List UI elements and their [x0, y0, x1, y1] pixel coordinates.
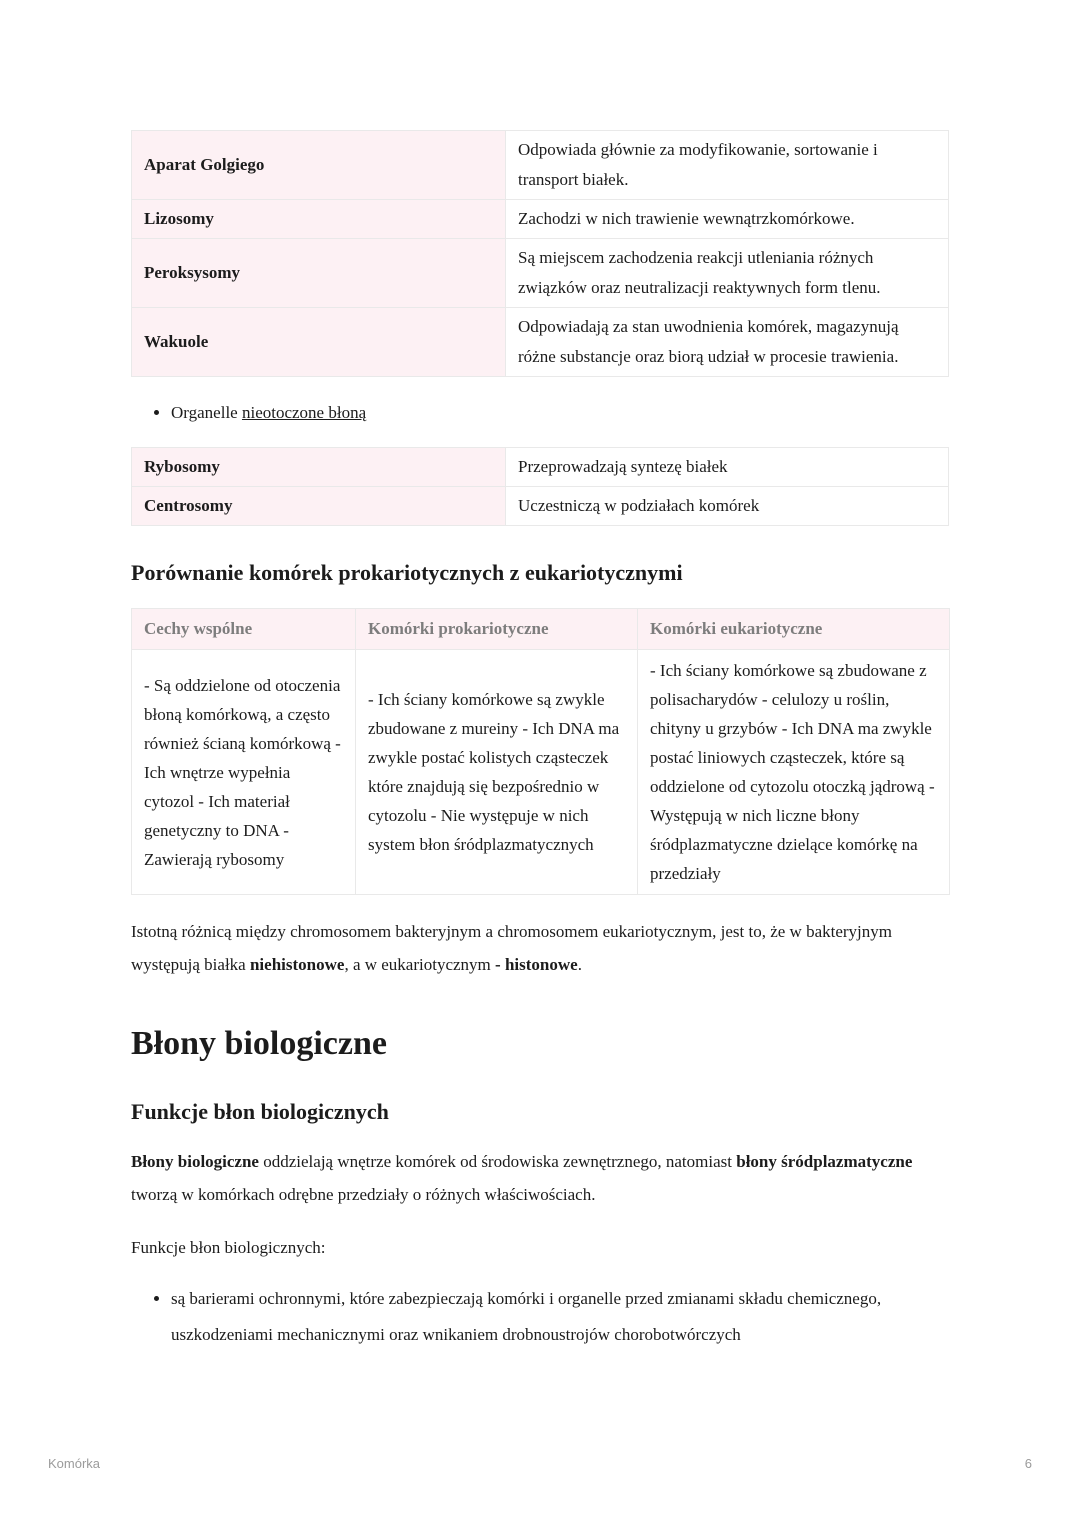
organelle-category-list: [131, 395, 949, 431]
document-page: [131, 130, 949, 1369]
eukaryotic-cell: - Ich ściany komórkowe są zbudowane z polisacharydów - celulozy u roślin, chityny u grzybów - Ich DNA ma zwykle postać liniowych cząsteczek, które są oddzielone od cytozolu otoczką jądrową - Występują w nich liczne błony śródplazmatyczne dzielące komórkę na przedziały: [638, 650, 950, 895]
table-row: [132, 650, 950, 895]
table-row: [132, 308, 949, 377]
membrane-organelles-table: [131, 130, 949, 377]
paragraph-text: Istotną różnicą między chromosomem bakteryjnym a chromosomem eukariotycznym, jest to, że w bakteryjnym występują białka: [131, 922, 892, 974]
page-footer: [48, 1456, 1032, 1471]
membranes-intro-paragraph: [131, 1145, 949, 1211]
chromosome-note-paragraph: [131, 915, 949, 981]
column-header-common: Cechy wspólne: [132, 609, 356, 650]
common-features-cell: - Są oddzielone od otoczenia błoną komórkową, a często również ścianą komórkową - Ich wnętrze wypełnia cytozol - Ich materiał genetyczny to DNA - Zawierają rybosomy: [132, 650, 356, 895]
prokaryotic-cell: - Ich ściany komórkowe są zwykle zbudowane z mureiny - Ich DNA ma zwykle postać kolistych cząsteczek które znajdują się bezpośrednio w cytozolu - Nie występuje w nich system błon śródplazmatycznych: [356, 650, 638, 895]
paragraph-text: oddzielają wnętrze komórek od środowiska zewnętrznego, natomiast: [258, 1152, 737, 1171]
table-row: [132, 131, 949, 200]
paragraph-text: tworzą w komórkach odrębne przedziały o różnych właściwościach.: [131, 1185, 596, 1204]
organelle-description: Przeprowadzają syntezę białek: [506, 448, 949, 487]
paragraph-bold-text: niehistonowe: [249, 955, 345, 974]
list-item: [171, 395, 949, 431]
organelle-name: Lizosomy: [132, 200, 506, 239]
list-item: • są barierami ochronnymi, które zabezpieczają komórki i organelle przed zmianami składu chemicznego, uszkodzeniami mechanicznymi oraz wnikaniem drobnoustrojów chorobotwórczych: [171, 1281, 949, 1353]
functions-label: Funkcje błon biologicznych:: [131, 1238, 326, 1257]
paragraph-bold-text: błony śródplazmatyczne: [736, 1152, 913, 1171]
column-header-prokaryotic: Komórki prokariotyczne: [356, 609, 638, 650]
table-row: [132, 448, 949, 487]
paragraph-text: , a w eukariotycznym: [344, 955, 496, 974]
footer-page-number: 6: [1024, 1456, 1032, 1471]
organelle-description: Odpowiada głównie za modyfikowanie, sortowanie i transport białek.: [506, 131, 949, 200]
organelle-name: Aparat Golgiego: [132, 131, 506, 200]
paragraph-bold-text: - histonowe: [495, 955, 578, 974]
comparison-table: [131, 608, 950, 895]
column-header-eukaryotic: Komórki eukariotyczne: [638, 609, 950, 650]
organelle-name: Centrosomy: [132, 487, 506, 526]
page-title: Błony biologiczne: [131, 1025, 387, 1062]
organelle-name: Rybosomy: [132, 448, 506, 487]
organelle-name: Peroksysomy: [132, 239, 506, 308]
table-row: [132, 239, 949, 308]
paragraph-text: .: [577, 955, 582, 974]
table-header-row: [132, 609, 950, 650]
table-row: [132, 200, 949, 239]
comparison-heading: Porównanie komórek prokariotycznych z eukariotycznymi: [131, 560, 683, 585]
membrane-functions-list: [131, 1281, 949, 1353]
organelle-description: Zachodzi w nich trawienie wewnątrzkomórkowe.: [506, 200, 949, 239]
non-membrane-organelles-table: [131, 447, 949, 526]
organelle-description: Są miejscem zachodzenia reakcji utleniania różnych związków oraz neutralizacji reaktywnych form tlenu.: [506, 239, 949, 308]
paragraph-bold-text: Błony biologiczne: [131, 1152, 259, 1171]
footer-document-title: Komórka: [48, 1456, 101, 1471]
bullet-text-underlined: nieotoczone błoną: [241, 403, 367, 422]
table-row: [132, 487, 949, 526]
organelle-name: Wakuole: [132, 308, 506, 377]
organelle-description: Odpowiadają za stan uwodnienia komórek, magazynują różne substancje oraz biorą udział w procesie trawienia.: [506, 308, 949, 377]
organelle-description: Uczestniczą w podziałach komórek: [506, 487, 949, 526]
section-subtitle: Funkcje błon biologicznych: [131, 1099, 389, 1124]
bullet-text: Organelle: [171, 403, 242, 422]
